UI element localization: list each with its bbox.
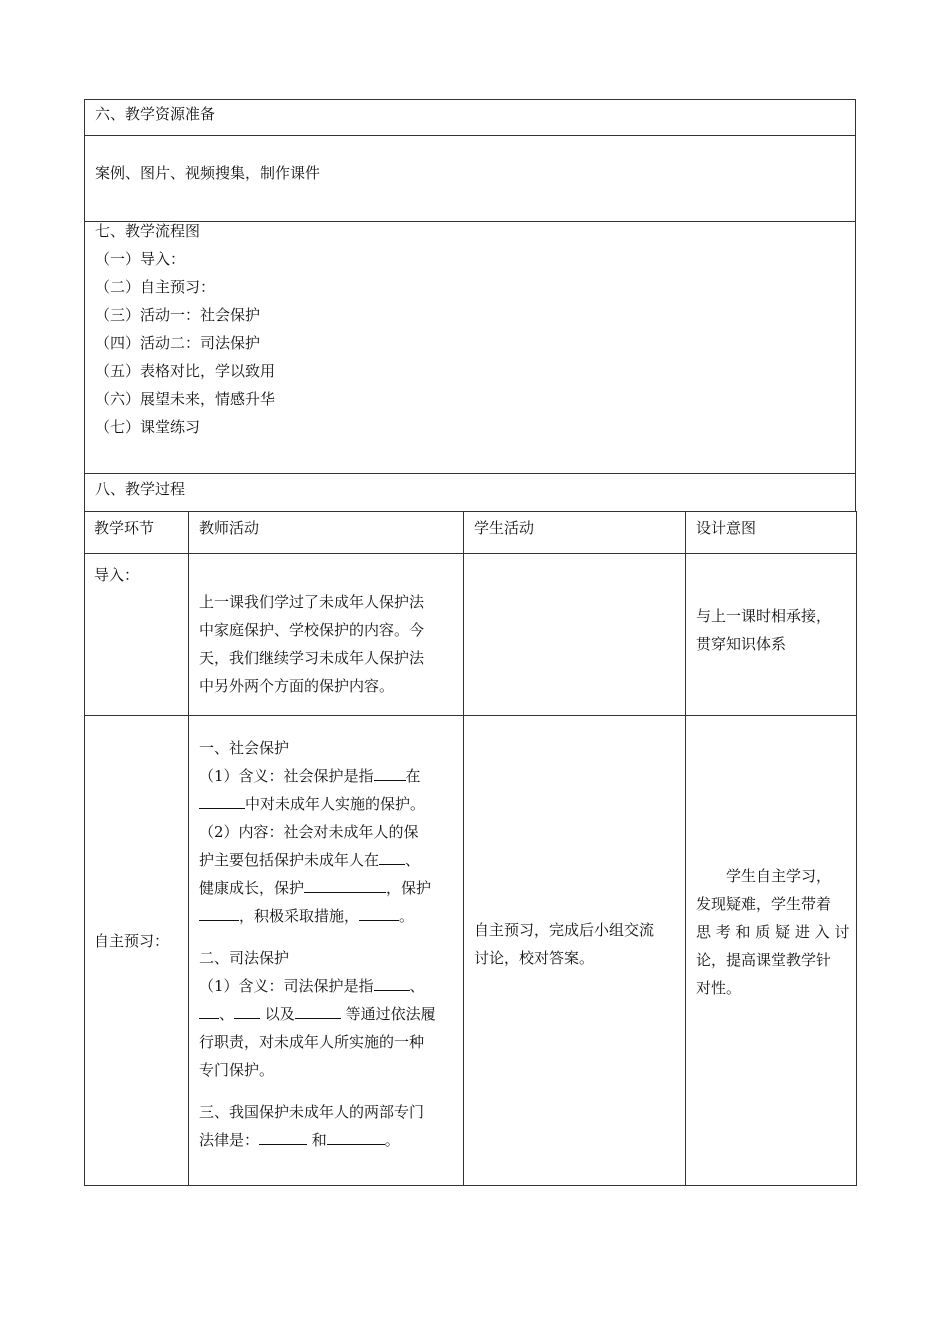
section-6-content: 案例、图片、视频搜集，制作课件 (95, 164, 321, 182)
design-intent-cell: 与上一课时相承接， 贯穿知识体系 (686, 554, 857, 716)
section-7-flowchart (84, 221, 856, 473)
student-activity-cell: 自主预习，完成后小组交流 讨论，校对答案。 (464, 716, 686, 1186)
flow-step: （二）自主预习： (95, 278, 216, 296)
section-6-heading-row (84, 99, 856, 135)
header-cell: 教学环节 (85, 512, 189, 554)
student-activity-cell (464, 554, 686, 716)
flow-step: （六）展望未来，情感升华 (95, 390, 276, 408)
section-6-heading: 六、教学资源准备 (95, 105, 216, 123)
header-cell: 设计意图 (686, 512, 857, 554)
flow-step: （四）活动二：司法保护 (95, 334, 261, 352)
flow-step: （三）活动一：社会保护 (95, 306, 261, 324)
teaching-process-table (84, 511, 857, 1186)
section-7-heading: 七、教学流程图 (95, 222, 201, 240)
stage-cell: 导入： (85, 554, 189, 716)
teacher-activity-cell: 上一课我们学过了未成年人保护法 中家庭保护、学校保护的内容。今 天，我们继续学习未成年人保护法 中另外两个方面的保护内容。 (189, 554, 464, 716)
flow-step: （七）课堂练习 (95, 418, 201, 436)
header-cell: 教师活动 (189, 512, 464, 554)
table-row (85, 554, 857, 716)
lesson-plan-page (84, 99, 856, 1186)
section-6-content-row (84, 135, 856, 221)
table-row (85, 716, 857, 1186)
stage-cell: 自主预习： (85, 716, 189, 1186)
header-cell: 学生活动 (464, 512, 686, 554)
section-8-heading-row (84, 473, 856, 511)
section-8-heading: 八、教学过程 (95, 480, 186, 498)
table-header-row (85, 512, 857, 554)
teacher-activity-cell: 一、社会保护 （1）含义：社会保护是指 在 中对未成年人实施的保护。 （2）内容：社会对未成年人的保 护主要包括保护未成年人在 、 健康成长，保护 ，保护 ，积极采取措施， 。 二、司法保护 （1）含义：司法保护是指 、 、 以及 等通过依法履 行职责，对未成年人所实施的一种 专门保护。 三、我国保护未成年人的两部专门 法律是： 和 。 (189, 716, 464, 1186)
flow-step: （一）导入： (95, 250, 186, 268)
design-intent-cell: 学生自主学习， 发现疑难，学生带着 思 考 和 质 疑 进 入 讨 论，提高课堂教学针 对性。 (686, 716, 857, 1186)
flow-step: （五）表格对比，学以致用 (95, 362, 276, 380)
